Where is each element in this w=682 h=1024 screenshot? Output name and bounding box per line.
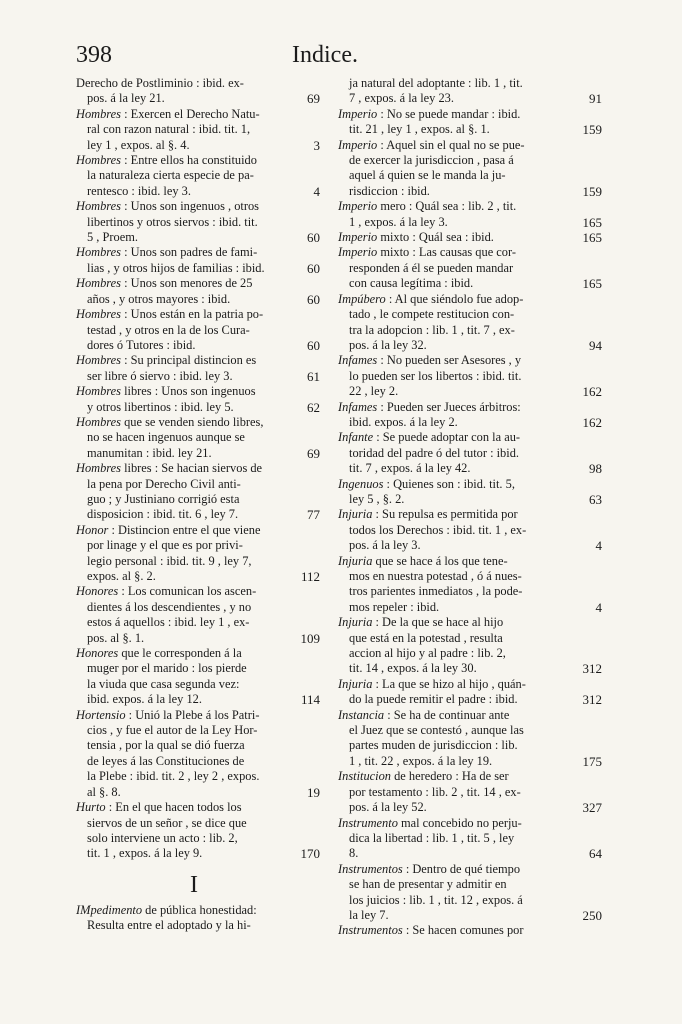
page-reference: 60 xyxy=(307,230,320,246)
entry-headword: Instrumentos xyxy=(338,861,403,876)
entry-line: cios , y fue el autor de la Ley Hor- xyxy=(87,723,258,738)
entry-line: la Plebe : ibid. tit. 2 , ley 2 , expos. xyxy=(87,769,260,784)
page-reference: 159 xyxy=(582,183,602,199)
index-entry xyxy=(76,276,320,307)
entry-line: Hombres : Unos son menores de 25 xyxy=(76,276,253,291)
index-entry xyxy=(338,137,602,200)
entry-line: los juicios : lib. 1 , tit. 12 , expos. á xyxy=(349,892,523,907)
index-entry xyxy=(338,245,602,292)
page-reference: 4 xyxy=(595,599,602,615)
entry-headword: Honores xyxy=(76,584,119,599)
entry-headword: Hortensio xyxy=(76,707,126,722)
page-reference: 4 xyxy=(595,538,602,554)
page-reference: 69 xyxy=(307,445,320,461)
entry-line: 1 , expos. á la ley 3. xyxy=(349,214,448,229)
entry-line: rentesco : ibid. ley 3. xyxy=(87,183,191,198)
page-reference: 61 xyxy=(307,368,320,384)
index-entry xyxy=(338,76,602,107)
page-reference: 165 xyxy=(582,276,602,292)
entry-headword: Honores xyxy=(76,646,119,661)
page-reference: 3 xyxy=(313,137,320,153)
index-entry xyxy=(338,199,602,230)
entry-headword: Imperio xyxy=(338,106,378,121)
entry-line: de leyes á las Constituciones de xyxy=(87,753,245,768)
page-reference: 60 xyxy=(307,260,320,276)
page-reference: 165 xyxy=(582,214,602,230)
entry-line: ral con razon natural : ibid. tit. 1, xyxy=(87,122,251,137)
page-reference: 98 xyxy=(589,461,602,477)
entry-line: Hombres : Exercen el Derecho Natu- xyxy=(76,106,260,121)
entry-line: y otros libertinos : ibid. ley 5. xyxy=(87,399,234,414)
entry-headword: Injuria xyxy=(338,553,373,568)
right-column xyxy=(338,76,602,939)
entry-line: lias , y otros hijos de familias : ibid. xyxy=(87,260,265,275)
page-reference: 94 xyxy=(589,337,602,353)
entry-line: mos repeler : ibid. xyxy=(349,599,440,614)
entry-headword: Infames xyxy=(338,353,378,368)
index-entry xyxy=(338,291,602,354)
index-entry xyxy=(338,430,602,477)
entry-line: dica la libertad : lib. 1 , tit. 5 , ley xyxy=(349,830,515,845)
entry-headword: Hombres xyxy=(76,245,121,260)
entry-line: tra la adopcion : lib. 1 , tit. 7 , ex- xyxy=(349,322,515,337)
page-reference: 77 xyxy=(307,507,320,523)
entry-line: pos. á la ley 3. xyxy=(349,538,421,553)
index-entry xyxy=(338,615,602,677)
entry-line: Hombres : Unos son padres de fami- xyxy=(76,245,258,260)
entry-headword: Institucion xyxy=(338,769,391,784)
index-entry xyxy=(338,769,602,816)
entry-line: Hombres : Unos son ingenuos , otros xyxy=(76,199,260,214)
entry-line: Imperio mixto : Las causas que cor- xyxy=(338,245,516,260)
index-entry xyxy=(76,800,320,862)
entry-line: Injuria : La que se hizo al hijo , quán- xyxy=(338,676,526,691)
entry-line: tit. 14 , expos. á la ley 30. xyxy=(349,661,477,676)
entry-headword: Instrumentos xyxy=(338,923,403,938)
entry-headword: Hombres xyxy=(76,353,121,368)
entry-headword: Hombres xyxy=(76,461,121,476)
index-entry xyxy=(338,923,580,938)
entry-headword: Infames xyxy=(338,399,378,414)
page-reference: 109 xyxy=(300,630,320,646)
entry-line: Instrumentos : Se hacen comunes por xyxy=(338,923,524,938)
running-head: Indice. xyxy=(292,42,358,68)
entry-line: Instrumento mal concebido no perju- xyxy=(338,815,522,830)
entry-line: Hombres : Su principal distincion es xyxy=(76,353,257,368)
index-entry xyxy=(76,584,320,646)
entry-line: Hombres : Entre ellos ha constituido xyxy=(76,153,257,168)
entry-line: IMpedimento de pública honestidad: xyxy=(76,902,257,917)
entry-line: Honores : Los comunican los ascen- xyxy=(76,584,257,599)
entry-headword: Imperio xyxy=(338,137,378,152)
entry-line: risdiccion : ibid. xyxy=(349,183,430,198)
entry-line: Ingenuos : Quienes son : ibid. tit. 5, xyxy=(338,476,515,491)
index-entry xyxy=(76,353,320,384)
page-reference: 60 xyxy=(307,337,320,353)
entry-line: tit. 21 , ley 1 , expos. al §. 1. xyxy=(349,122,490,137)
page-reference: 327 xyxy=(582,800,602,816)
entry-line: 5 , Proem. xyxy=(87,230,138,245)
page-reference: 64 xyxy=(589,846,602,862)
entry-line: ser libre ó siervo : ibid. ley 3. xyxy=(87,368,233,383)
entry-line: pos. á la ley 52. xyxy=(349,800,427,815)
entry-line: la viuda que casa segunda vez: xyxy=(87,676,240,691)
entry-line: mos en nuestra potestad , ó á nues- xyxy=(349,569,522,583)
page-reference: 114 xyxy=(300,692,320,708)
page-reference: 112 xyxy=(300,569,320,584)
entry-headword: Honor xyxy=(76,522,109,537)
entry-line: 22 , ley 2. xyxy=(349,384,399,399)
entry-line: ibid. expos. á la ley 12. xyxy=(87,692,202,707)
entry-headword: Imperio xyxy=(338,199,378,214)
entry-line: se han de presentar y admitir en xyxy=(349,877,507,892)
page-reference: 170 xyxy=(300,846,320,862)
entry-line: 1 , tit. 22 , expos. á la ley 19. xyxy=(349,753,493,768)
index-entry xyxy=(338,230,602,246)
entry-line: Hombres que se venden siendo libres, xyxy=(76,414,264,429)
entry-line: pos. al §. 1. xyxy=(87,630,145,645)
entry-headword: Injuria xyxy=(338,676,373,691)
entry-line: toridad del padre ó del tutor : ibid. xyxy=(349,445,519,460)
entry-headword: Hombres xyxy=(76,199,121,214)
entry-headword: Infante xyxy=(338,430,374,445)
index-entry xyxy=(338,353,602,400)
entry-line: con causa legítima : ibid. xyxy=(349,276,474,291)
entry-headword: Injuria xyxy=(338,615,373,630)
index-entry xyxy=(76,461,320,523)
entry-line: Imperio mixto : Quál sea : ibid. xyxy=(338,230,494,245)
entry-line: Imperio mero : Quál sea : lib. 2 , tit. xyxy=(338,199,517,214)
entry-line: de exercer la jurisdiccion , pasa á xyxy=(349,153,514,168)
entry-line: al §. 8. xyxy=(87,784,121,799)
entry-line: el Juez que se contestó , aunque las xyxy=(349,723,524,738)
entry-line: Imperio : Aquel sin el qual no se pue- xyxy=(338,137,525,152)
entry-line: tensia , por la qual se dió fuerza xyxy=(87,738,245,753)
entry-line: responden á él se pueden mandar xyxy=(349,260,514,275)
entry-line: Imperio : No se puede mandar : ibid. xyxy=(338,106,521,121)
entry-line: Hurto : En el que hacen todos los xyxy=(76,800,242,815)
entry-line: ley 5 , §. 2. xyxy=(349,491,405,506)
entry-line: Hombres libres : Se hacian siervos de xyxy=(76,461,263,476)
entry-line: Hombres : Unos están en la patria po- xyxy=(76,307,264,322)
page-reference: 63 xyxy=(589,491,602,507)
entry-headword: Hombres xyxy=(76,384,121,399)
page-reference: 69 xyxy=(307,91,320,107)
entry-line: expos. al §. 2. xyxy=(87,569,156,583)
entry-line: Hombres libres : Unos son ingenuos xyxy=(76,384,256,399)
entry-headword: Hombres xyxy=(76,414,121,429)
page-reference: 60 xyxy=(307,291,320,307)
entry-line: lo pueden ser los libertos : ibid. tit. xyxy=(349,368,522,383)
entry-line: todos los Derechos : ibid. tit. 1 , ex- xyxy=(349,522,527,537)
entry-headword: Ingenuos xyxy=(338,476,384,491)
entry-line: años , y otros mayores : ibid. xyxy=(87,291,231,306)
entry-line: do la puede remitir el padre : ibid. xyxy=(349,692,518,707)
entry-line: accion al hijo y al padre : lib. 2, xyxy=(349,646,506,661)
index-entry xyxy=(338,399,602,431)
index-entry xyxy=(76,307,320,353)
entry-headword: Hombres xyxy=(76,276,121,291)
entry-line: tado , le compete restitucion con- xyxy=(349,307,515,322)
index-entry xyxy=(76,522,320,585)
entry-line: Resulta entre el adoptado y la hi- xyxy=(87,918,251,933)
page-reference: 4 xyxy=(313,183,320,199)
entry-headword: Imperio xyxy=(338,230,378,245)
index-entry xyxy=(338,707,602,770)
index-entry xyxy=(76,414,320,461)
entry-headword: Imperio xyxy=(338,245,378,260)
index-entry xyxy=(76,245,320,276)
entry-line: Instancia : Se ha de continuar ante xyxy=(338,707,510,722)
entry-headword: Hurto xyxy=(76,800,106,815)
entry-line: pos. á la ley 21. xyxy=(87,91,165,106)
page-reference: 19 xyxy=(307,784,320,800)
entry-line: la naturaleza cierta especie de pa- xyxy=(87,168,254,183)
page-reference: 62 xyxy=(307,399,320,415)
index-entry xyxy=(338,815,602,862)
index-entry xyxy=(338,861,602,924)
entry-line: disposicion : ibid. tit. 6 , ley 7. xyxy=(87,507,239,522)
entry-line: Derecho de Postliminio : ibid. ex- xyxy=(76,76,244,90)
index-entry xyxy=(338,476,602,508)
index-entry xyxy=(76,384,320,415)
entry-line: Hortensio : Unió la Plebe á los Patri- xyxy=(76,707,260,722)
entry-line: ibid. expos. á la ley 2. xyxy=(349,414,458,429)
entry-line: tit. 1 , expos. á la ley 9. xyxy=(87,846,203,861)
entry-line: Infante : Se puede adoptar con la au- xyxy=(338,430,521,445)
entry-line: 8. xyxy=(349,846,359,861)
index-entry xyxy=(76,199,320,246)
section-letter: I xyxy=(190,871,198,898)
entry-line: guo ; y Justiniano corrigió esta xyxy=(87,491,240,506)
page-reference: 175 xyxy=(582,753,602,769)
entry-line: ja natural del adoptante : lib. 1 , tit. xyxy=(349,76,523,90)
page-reference: 312 xyxy=(582,661,602,677)
entry-line: Injuria que se hace á los que tene- xyxy=(338,553,508,568)
section-first-entry xyxy=(76,903,312,934)
page-reference: 162 xyxy=(582,384,602,400)
entry-line: Honores que le corresponden á la xyxy=(76,646,242,661)
index-entry xyxy=(76,707,320,800)
entry-line: estos á aquellos : ibid. ley 1 , ex- xyxy=(87,615,250,630)
entry-line: Institucion de heredero : Ha de ser xyxy=(338,769,509,784)
page-reference: 312 xyxy=(582,692,602,708)
page-reference: 159 xyxy=(582,122,602,138)
entry-headword: Hombres xyxy=(76,153,121,168)
index-entry xyxy=(338,507,602,554)
entry-line: por testamento : lib. 2 , tit. 14 , ex- xyxy=(349,784,521,799)
entry-line: ley 1 , expos. al §. 4. xyxy=(87,137,190,152)
entry-line: dores ó Tutores : ibid. xyxy=(87,337,196,352)
index-entry xyxy=(76,106,320,153)
page-number: 398 xyxy=(76,42,112,68)
entry-line: la ley 7. xyxy=(349,907,389,922)
left-column xyxy=(76,76,320,934)
page-reference: 165 xyxy=(582,230,602,246)
entry-line: Instrumentos : Dentro de qué tiempo xyxy=(338,861,521,876)
entry-line: aquel á quien se le manda la ju- xyxy=(349,168,506,183)
entry-line: libertinos y otros siervos : ibid. tit. xyxy=(87,214,258,229)
entry-line: Infames : Pueden ser Jueces árbitros: xyxy=(338,399,521,414)
entry-line: solo interviene un acto : lib. 2, xyxy=(87,830,238,845)
page-reference: 91 xyxy=(589,91,602,107)
entry-line: por linage y el que es por privi- xyxy=(87,538,243,553)
entry-headword: IMpedimento xyxy=(76,902,143,917)
index-entry xyxy=(76,76,320,107)
entry-line: legio personal : ibid. tit. 9 , ley 7, xyxy=(87,553,252,568)
entry-headword: Hombres xyxy=(76,106,121,121)
index-entry xyxy=(338,676,602,708)
index-entry xyxy=(338,106,602,138)
entry-line: Honor : Distincion entre el que viene xyxy=(76,522,261,537)
entry-line: pos. á la ley 32. xyxy=(349,337,427,352)
entry-headword: Impúbero xyxy=(338,291,386,306)
entry-headword: Instancia xyxy=(338,707,385,722)
entry-line: Infames : No pueden ser Asesores , y xyxy=(338,353,522,368)
entry-line: 7 , expos. á la ley 23. xyxy=(349,91,454,106)
entry-line: testad , y otros en la de los Cura- xyxy=(87,322,250,337)
entry-line: la pena por Derecho Civil anti- xyxy=(87,476,241,491)
entry-line: manumitan : ibid. ley 21. xyxy=(87,445,212,460)
entry-line: muger por el marido : los pierde xyxy=(87,661,247,676)
entry-headword: Instrumento xyxy=(338,815,398,830)
entry-line: Impúbero : Al que siéndolo fue adop- xyxy=(338,291,524,306)
entry-line: que está en la potestad , resulta xyxy=(349,630,503,645)
entry-headword: Hombres xyxy=(76,307,121,322)
entry-line: siervos de un señor , se dice que xyxy=(87,815,247,830)
index-entry xyxy=(338,553,602,616)
entry-line: Injuria : Su repulsa es permitida por xyxy=(338,507,518,522)
entry-line: Injuria : De la que se hace al hijo xyxy=(338,615,504,630)
page-reference: 162 xyxy=(582,414,602,430)
entry-line: tit. 7 , expos. á la ley 42. xyxy=(349,461,471,476)
entry-line: no se hacen ingenuos aunque se xyxy=(87,430,245,445)
entry-line: dientes á los descendientes , y no xyxy=(87,599,252,614)
page-reference: 250 xyxy=(582,907,602,923)
entry-line: partes muden de jurisdiccion : lib. xyxy=(349,738,518,753)
entry-headword: Injuria xyxy=(338,507,373,522)
entry-line: tros parientes inmediatos , la pode- xyxy=(349,584,523,599)
index-entry xyxy=(76,646,320,708)
index-entry xyxy=(76,153,320,199)
